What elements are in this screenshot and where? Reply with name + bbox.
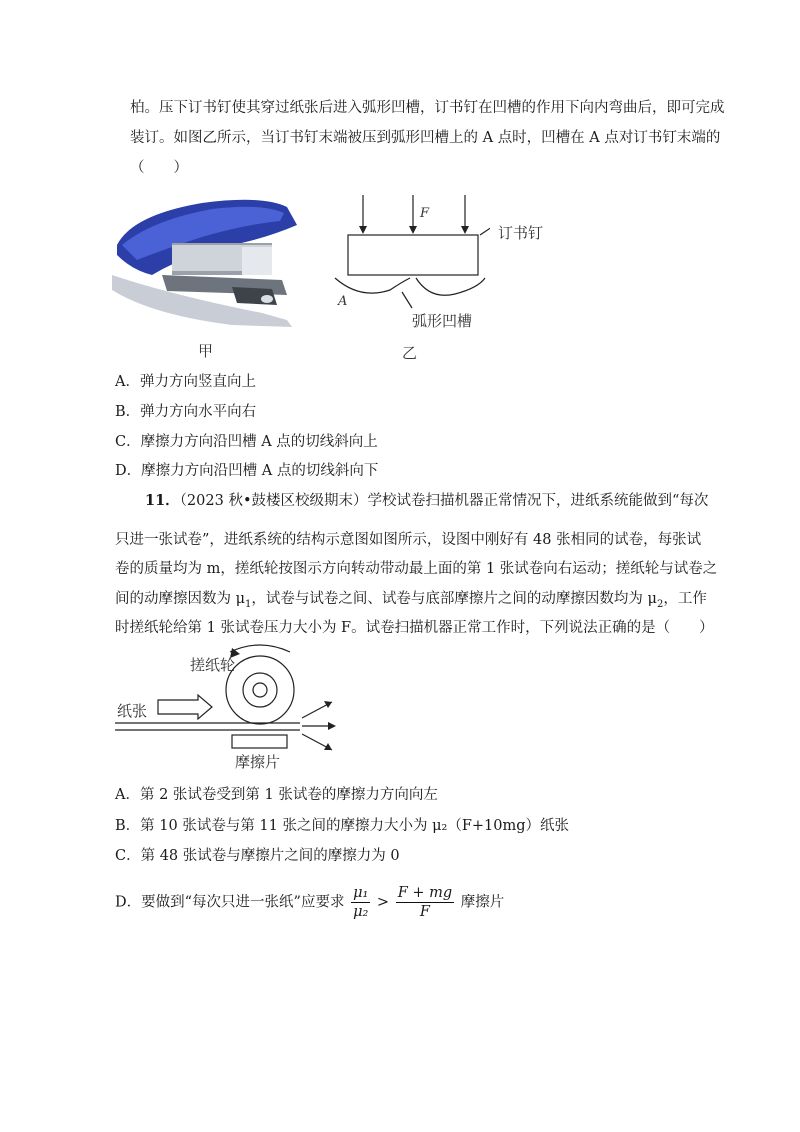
label-point-A: A (338, 294, 348, 309)
fraction-mu1: μ₁ (353, 885, 369, 901)
q11-line1-text: （2023 秋•鼓楼区校级期末）学校试卷扫描机器正常情况下，进纸系统能做到“每次 (179, 493, 709, 509)
q11-line4b: ，试卷与试卷之间、试卷与底部摩擦片之间的动摩擦因数均为 μ (251, 591, 657, 607)
q11-option-d-suffix: 摩擦片 (460, 894, 505, 911)
q10-option-a: A．弹力方向竖直向上 (115, 374, 256, 390)
label-friction-pad: 摩擦片 (235, 753, 281, 771)
label-paper: 纸张 (117, 702, 148, 720)
q11-line4c: ，工作 (663, 591, 707, 607)
q11-text-line-5: 时搓纸轮给第 1 张试卷压力大小为 F。试卷扫描机器正常工作时，下列说法正确的是（ ） (115, 620, 714, 636)
q11-option-a: A．第 2 张试卷受到第 1 张试卷的摩擦力方向向左 (115, 787, 438, 803)
q10-answer-blank: （ ） (130, 160, 188, 176)
q11-option-b: B．第 10 张试卷与第 11 张之间的摩擦力大小为 μ₂（F+10mg）纸张 (115, 818, 570, 834)
label-staple: 订书钉 (498, 224, 544, 242)
label-groove: 弧形凹槽 (412, 312, 473, 330)
q10-option-b: B．弹力方向水平向右 (115, 404, 257, 420)
q10-text-line-1: 柏。压下订书钉使其穿过纸张后进入弧形凹槽，订书钉在凹槽的作用下向内弯曲后，即可完成 (130, 100, 725, 116)
fraction-mu-ratio (351, 884, 370, 921)
q11-text-line-4: 间的动摩擦因数为 $\mu_1$，试卷与试卷之间、试卷与底部摩擦片之间的动摩擦因数均为 $\mu_2$，工作 (115, 591, 707, 610)
q11-option-d (115, 884, 504, 921)
stapler-photo (112, 195, 302, 330)
fraction-mu2: μ₂ (353, 904, 369, 920)
fraction-f: F (419, 904, 430, 920)
greater-than-sign: > (376, 894, 390, 911)
q11-option-d-prefix: D．要做到“每次只进一张纸”应要求 (115, 894, 345, 911)
q10-text-line-2: 装订。如图乙所示，当订书钉末端被压到弧形凹槽上的 A 点时，凹槽在 A 点对订书钉末端的 (130, 130, 721, 146)
figure-label-jia: 甲 (198, 342, 214, 360)
q11-line4a: 间的动摩擦因数为 μ (115, 591, 246, 607)
staple-groove-diagram (330, 190, 490, 310)
figure-label-yi: 乙 (402, 344, 418, 362)
q11-number: 11． (145, 492, 180, 509)
q10-option-c: C．摩擦力方向沿凹槽 A 点的切线斜向上 (115, 434, 378, 450)
label-friction-wheel: 搓纸轮 (190, 656, 236, 674)
q11-text-line-2: 只进一张试卷”，进纸系统的结构示意图如图所示，设图中刚好有 48 张相同的试卷，每张试 (115, 532, 702, 548)
fraction-force-ratio (396, 884, 454, 921)
q11-text-line-3: 卷的质量均为 m，搓纸轮按图示方向转动带动最上面的第 1 张试卷向右运动；搓纸轮与试卷之 (115, 561, 718, 577)
q10-option-d: D．摩擦力方向沿凹槽 A 点的切线斜向下 (115, 463, 379, 479)
fraction-f-plus-mg: F + mg (397, 885, 453, 901)
q11-option-c: C．第 48 张试卷与摩擦片之间的摩擦力为 0 (115, 848, 400, 864)
label-force-F: F (420, 206, 430, 221)
q11-text-line-1 (145, 491, 710, 511)
